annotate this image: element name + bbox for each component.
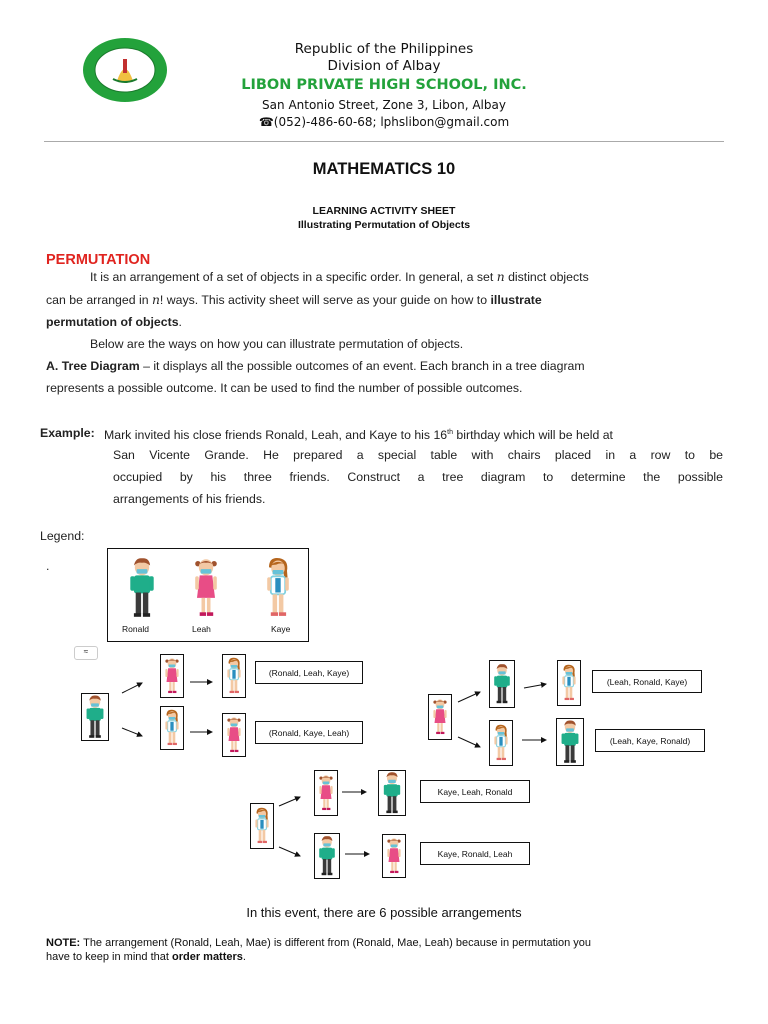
var-n: n (496, 270, 505, 284)
intro-line-1: It is an arrangement of a set of objects in a specific order. In general, a set n distinct objects (90, 270, 589, 284)
arrangement-box-1: (Ronald, Leah, Kaye) (255, 661, 363, 684)
header-divider (44, 141, 724, 142)
subtitle-activity: LEARNING ACTIVITY SHEET (312, 205, 456, 217)
republic-text: Republic of the Philippines (294, 41, 474, 57)
tree1-leaf-leah (222, 713, 246, 757)
school-address: San Antonio Street, Zone 3, Libon, Albay (262, 98, 506, 112)
contact-text: (052)-486-60-68; lphslibon@gmail.com (273, 115, 510, 129)
arrangement-box-4: (Leah, Kaye, Ronald) (595, 729, 705, 752)
phone-icon: ☎ (258, 115, 274, 129)
school-contact (180, 114, 588, 130)
division-text: Division of Albay (327, 58, 441, 74)
example-line-1: Mark invited his close friends Ronald, Leah, and Kaye to his 16th birthday which will be held at (104, 428, 613, 443)
tree-definition-2: represents a possible outcome. It can be used to find the number of possible outcomes. (46, 381, 523, 395)
tree2-root-leah (428, 694, 452, 740)
example-line-2: San Vicente Grande. He prepared a special table with chairs placed in a row to be (113, 448, 723, 462)
tree3-leah (314, 770, 338, 816)
intro-line-4: Below are the ways on how you can illustrate permutation of objects. (90, 337, 464, 351)
tree2-ronald (489, 660, 515, 708)
example-line-4: arrangements of his friends. (113, 492, 266, 506)
legend-name-ronald: Ronald (122, 624, 149, 634)
tree2-leaf-kaye (557, 660, 581, 706)
tree-definition: A. Tree Diagram – it displays all the possible outcomes of an event. Each branch in a tree diagram (46, 359, 585, 373)
arrangement-box-2: (Ronald, Kaye, Leah) (255, 721, 363, 744)
legend-name-leah: Leah (192, 624, 211, 634)
tree2-leaf-ronald (556, 718, 584, 766)
scribble-mark: ≈ (74, 646, 98, 660)
school-seal (81, 37, 169, 103)
tree1-kaye (160, 706, 184, 750)
tree3-ronald (314, 833, 340, 879)
kaye-figure (260, 553, 296, 623)
arrangement-box-6: Kaye, Ronald, Leah (420, 842, 530, 865)
leah-figure (188, 553, 224, 623)
subtitle-topic: Illustrating Permutation of Objects (297, 219, 471, 231)
school-name: LIBON PRIVATE HIGH SCHOOL, INC. (241, 77, 527, 93)
legend-dot: . (46, 559, 50, 573)
conclusion-text: In this event, there are 6 possible arrangements (246, 905, 522, 920)
tree1-root-ronald (81, 693, 109, 741)
arrangement-box-3: (Leah, Ronald, Kaye) (592, 670, 702, 693)
tree1-leaf-kaye (222, 654, 246, 698)
intro-line-2: can be arranged in n! ways. This activity sheet will serve as your guide on how to illustrate (46, 293, 542, 307)
tree3-leaf-ronald (378, 770, 406, 816)
example-label: Example: (40, 426, 95, 440)
legend-label: Legend: (40, 529, 85, 543)
page-title: MATHEMATICS 10 (312, 160, 456, 178)
tree3-leaf-leah (382, 834, 406, 878)
legend-name-kaye: Kaye (271, 624, 291, 634)
intro-line-3: permutation of objects. (46, 315, 182, 329)
tree1-leah (160, 654, 184, 698)
note-line-2: have to keep in mind that order matters. (46, 951, 246, 963)
tree3-root-kaye (250, 803, 274, 849)
section-heading: PERMUTATION (46, 252, 151, 268)
legend-box (107, 548, 309, 642)
ronald-figure (124, 553, 160, 623)
note-line-1: NOTE: The arrangement (Ronald, Leah, Mae) is different from (Ronald, Mae, Leah) because in permutation you (46, 937, 592, 949)
arrangement-box-5: Kaye, Leah, Ronald (420, 780, 530, 803)
example-line-3: occupied by his three friends. Construct a tree diagram to determine the possible (113, 470, 723, 484)
tree2-kaye (489, 720, 513, 766)
